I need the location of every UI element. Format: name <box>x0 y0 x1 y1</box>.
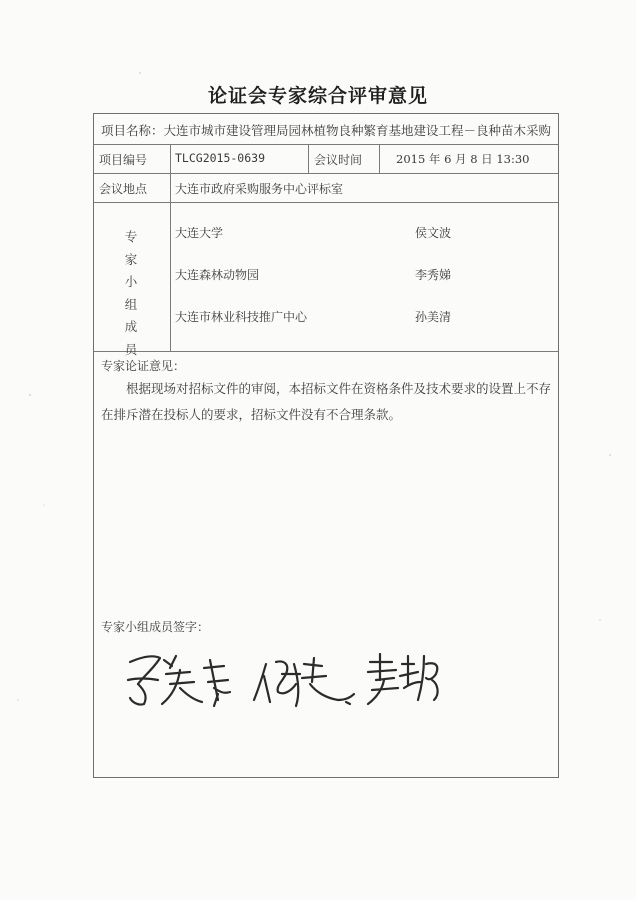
row-divider <box>94 351 558 352</box>
meeting-time-label: 会议时间 <box>314 153 363 167</box>
column-divider <box>379 144 380 173</box>
member-org: 大连森林动物园 <box>175 268 260 282</box>
column-divider <box>308 144 309 173</box>
member-name: 侯文波 <box>415 226 452 240</box>
row-divider <box>94 173 558 174</box>
project-no-value: TLCG2015-0639 <box>175 151 266 165</box>
meeting-time-value: 2015 年 6 月 8 日 13:30 <box>396 152 530 166</box>
meeting-place-label: 会议地点 <box>99 182 148 196</box>
column-divider <box>170 144 171 351</box>
row-divider <box>94 202 558 203</box>
opinion-label: 专家论证意见： <box>101 359 186 373</box>
member-org: 大连市林业科技推广中心 <box>175 310 308 324</box>
project-no-label: 项目编号 <box>99 153 148 167</box>
member-org: 大连大学 <box>175 226 224 240</box>
project-name: 项目名称：大连市城市建设管理局园林植物良种繁育基地建设工程－良种苗木采购 <box>101 123 552 138</box>
member-name: 孙美清 <box>415 310 452 324</box>
meeting-place-value: 大连市政府采购服务中心评标室 <box>175 182 344 196</box>
member-name: 李秀娣 <box>415 268 452 282</box>
review-form <box>93 113 559 778</box>
signature-label: 专家小组成员签字： <box>101 620 210 634</box>
document-title: 论证会专家综合评审意见 <box>207 85 428 107</box>
handwritten-signatures <box>114 634 454 714</box>
opinion-text: 根据现场对招标文件的审阅，本招标文件在资格条件及技术要求的设置上不存在排斥潜在投标人的要求，招标文件没有不合理条款。 <box>101 381 552 422</box>
opinion-body <box>101 376 553 428</box>
members-label: 专家小组成员 <box>124 229 138 357</box>
row-divider <box>94 144 558 145</box>
